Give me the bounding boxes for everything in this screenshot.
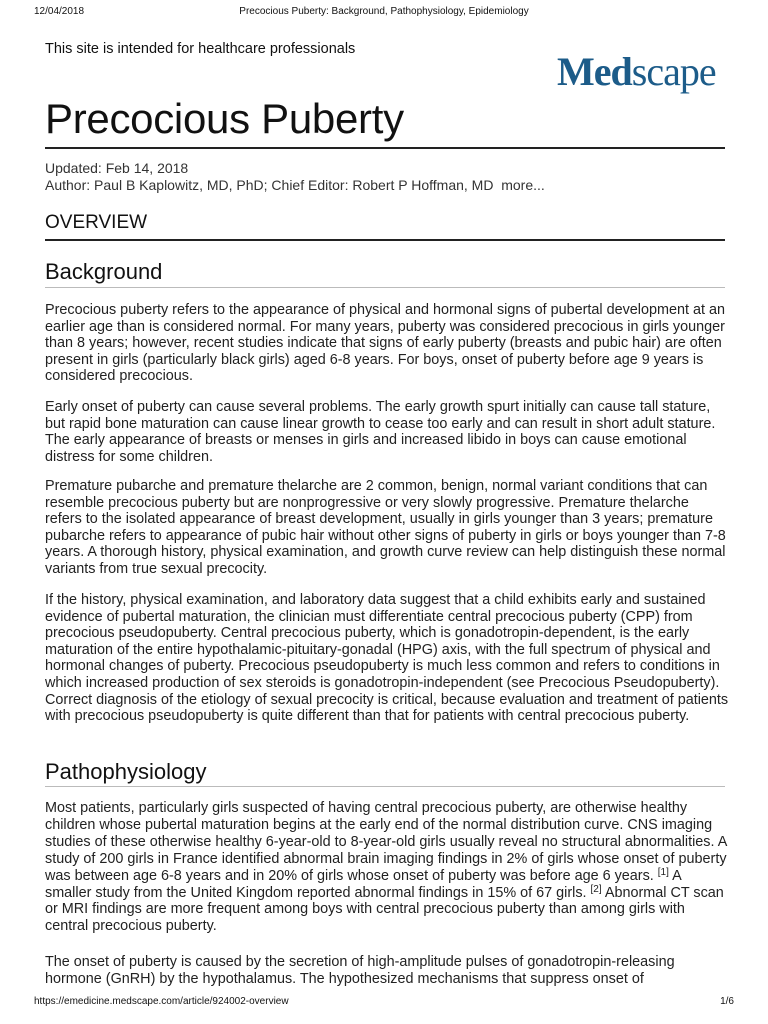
author-text: Author: Paul B Kaplowitz, MD, PhD; Chief Editor: Robert P Hoffman, MD [45, 177, 494, 193]
pathophysiology-heading: Pathophysiology [45, 759, 207, 784]
updated-date: Updated: Feb 14, 2018 [45, 160, 189, 176]
more-link[interactable]: more... [501, 177, 545, 193]
overview-divider [45, 239, 725, 241]
medscape-logo[interactable] [557, 49, 716, 94]
patho-p1-text-a: Most patients, particularly girls suspected of having central precocious puberty, are otherwise healthy children whose pubertal maturation begins at the early end of the normal distribution curve. CNS imaging studies of these otherwise healthy 6-year-old to 8-year-old girls usually reveal no structural abnormalities. A study of 200 girls in France identified abnormal brain imaging findings in 2% of girls whose onset of puberty was between age 6-8 years and in 20% of girls whose onset of puberty was before age 6 years. [45, 800, 727, 884]
reference-1-link[interactable]: [1] [657, 866, 669, 878]
article-meta [45, 160, 545, 194]
print-header [34, 6, 734, 20]
background-paragraph-2: Early onset of puberty can cause several problems. The early growth spurt initially can cause tall stature, but rapid bone maturation can cause linear growth to cease too early and can result in short adult stature. The early appearance of breasts or menses in girls and increased libido in boys can cause emotional distress for some children. [45, 399, 716, 465]
title-divider [45, 147, 725, 149]
background-paragraph-4: If the history, physical examination, and laboratory data suggest that a child exhibits early and sustained evidence of pubertal maturation, the clinician must differentiate central precocious puberty (CPP) from precocious pseudopuberty. Central precocious puberty, which is gonadotropin-dependent, is the early maturation of the entire hypothalamic-pituitary-gonadal (HPG) axis, with the full spectrum of physical and hormonal changes of puberty. Precocious pseudopuberty is much less common and refers to conditions in which increased production of sex steroids is gonadotropin-independent (see Precocious Pseudopuberty). Correct diagnosis of the etiology of sexual precocity is critical, because evaluation and treatment of patients with precocious pseudopuberty is quite different than that for patients with central precocious puberty. [45, 592, 729, 725]
page-url: https://emedicine.medscape.com/article/924002-overview [34, 996, 289, 1007]
pathophysiology-paragraph-1 [45, 800, 729, 935]
print-date: 12/04/2018 [34, 6, 85, 17]
pathophysiology-divider [45, 786, 725, 787]
background-paragraph-1: Precocious puberty refers to the appearance of physical and hormonal signs of pubertal development at an earlier age than is considered normal. For many years, puberty was considered precocious in girls younger than 8 years; however, recent studies indicate that signs of early puberty (breasts and pubic hair) are often present in girls (particularly black girls) aged 6-8 years. For boys, onset of puberty before age 9 years is considered precocious. [45, 302, 725, 385]
pathophysiology-paragraph-2: The onset of puberty is caused by the secretion of high-amplitude pulses of gonadotropin-releasing hormone (GnRH) by the hypothalamus. The hypothesized mechanisms that suppress onset of [45, 954, 675, 987]
page-number: 1/6 [720, 996, 734, 1007]
site-notice: This site is intended for healthcare professionals [45, 41, 356, 57]
logo-part-med: Med [557, 49, 632, 94]
article-title: Precocious Puberty [45, 95, 404, 142]
print-page-title: Precocious Puberty: Background, Pathophysiology, Epidemiology [239, 6, 529, 17]
patho-p1-text-c: Abnormal CT scan or MRI findings are more frequent among boys with central precocious puberty than among girls with central precocious puberty. [45, 884, 724, 935]
background-divider [45, 287, 725, 288]
reference-2-link[interactable]: [2] [590, 883, 602, 895]
logo-part-scape: scape [631, 49, 716, 94]
patho-p1-text-b: A smaller study from the United Kingdom reported abnormal findings in 15% of 67 girls. [45, 867, 681, 901]
section-label: OVERVIEW [45, 212, 148, 233]
author-line [45, 177, 545, 194]
background-paragraph-3: Premature pubarche and premature thelarche are 2 common, benign, normal variant conditions that can resemble precocious puberty but are nonprogressive or very slowly progressive. Premature thelarche refers to the isolated appearance of breast development, usually in girls younger than 3 years; premature pubarche refers to appearance of pubic hair without other signs of puberty in girls or boys younger than 7-8 years. A thorough history, physical examination, and growth curve review can help distinguish these normal variants from true sexual precocity. [45, 478, 726, 577]
background-heading: Background [45, 259, 163, 284]
